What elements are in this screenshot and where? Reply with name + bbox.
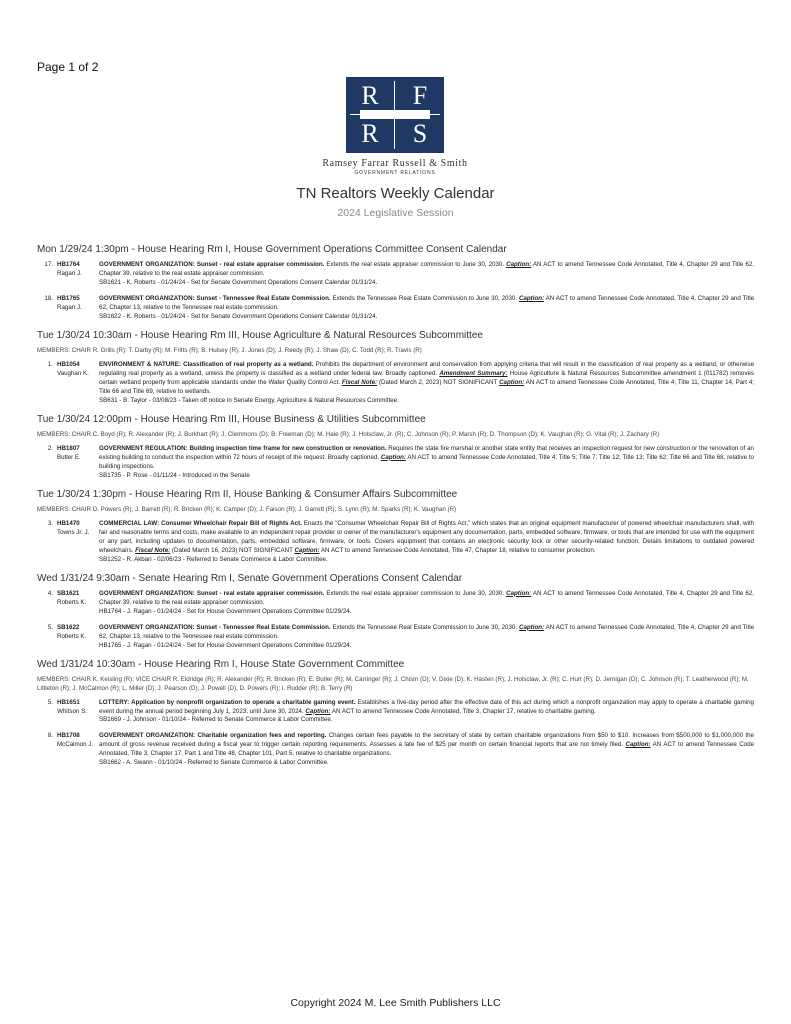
bill-caption: AN ACT to amend Tennessee Code Annotated, Title 47, Chapter 18, relative to consumer protection. xyxy=(319,546,596,554)
bill-subject: GOVERNMENT ORGANIZATION: Sunset - real estate appraiser commission. xyxy=(99,261,325,268)
bill-status: SB1662 - A. Swann - 01/10/24 - Referred to Senate Commerce & Labor Committee. xyxy=(99,759,329,767)
bill-item xyxy=(37,732,754,768)
fiscal-note: (Dated March 2, 2023) NOT SIGNIFICANT xyxy=(377,378,500,386)
bill-id-block xyxy=(57,361,99,406)
fiscal-note-label: Fiscal Note: xyxy=(135,546,171,554)
bill-subject: LOTTERY: Application by nonprofit organization to operate a charitable gaming event. xyxy=(99,698,356,706)
bill-number: HB1470 xyxy=(57,519,80,527)
bill-description xyxy=(99,520,754,565)
bill-item xyxy=(37,624,754,651)
bill-summary: Establishes a five-day period after the effective date of this act during which a nonprofit organization may apply to operate a charitable gaming event during the annual period beginning July 1, 2023, until June 30, 2024. xyxy=(99,698,754,715)
bill-item xyxy=(37,590,754,617)
bill-id-block xyxy=(57,590,99,617)
bill-sponsor: McCalmon J. xyxy=(57,741,94,749)
logo-letter: S xyxy=(412,119,428,148)
bill-summary: Extends the real estate appraiser commission to June 30, 2030. xyxy=(324,589,507,597)
bill-sponsor: Towns Jr. J. xyxy=(57,528,90,536)
bill-sponsor: Roberts K. xyxy=(57,598,87,606)
amendment-summary-label: Amendment Summary: xyxy=(439,369,508,377)
page-number: Page 1 of 2 xyxy=(37,60,99,74)
item-number: 8. xyxy=(47,732,53,740)
item-number: 1. xyxy=(47,360,53,368)
bill-subject: GOVERNMENT ORGANIZATION: Sunset - real estate appraiser commission. xyxy=(99,589,325,597)
item-number: 4. xyxy=(47,589,53,597)
bill-summary: Enacts the "Consumer Wheelchair Repair Bill of Rights Act," which states that an original equipment manufacturer of powered wheelchair manufacturers shall, with fair and reasonable terms and costs, make available to an independent repair provider or owner of the manufacturer's equipment any documentation, parts, embedded software, firmware, or tools that are intended for use with the equipment or any part, including updates to documentation, parts, embedded software, firmware, or tools. Covers equipment that contains an electronic security lock or other security-related function. Details limitations to outdated powered wheelchairs. xyxy=(99,519,754,554)
bill-summary: Extends the Tennessee Real Estate Commission to June 30, 2030. xyxy=(330,294,519,302)
item-number: 17. xyxy=(44,261,53,268)
bill-status: SB1621 - K. Roberts - 01/24/24 - Set for Senate Government Operations Consent Calendar 01/31/24. xyxy=(99,278,378,286)
bill-id-block xyxy=(57,699,99,726)
bill-sponsor: Whitson S. xyxy=(57,707,87,715)
logo-letter: R xyxy=(361,119,379,148)
bill-subject: ENVIRONMENT & NATURE: Classification of real property as a wetland. xyxy=(99,360,314,368)
section-members: MEMBERS: CHAIR D. Powers (R); J. Barrett (R); R. Bricken (R); K. Camper (D); J. Faison (R); J. Garrett (R); S. Lynn (R); M. Sparks (R); K. Vaughan (R) xyxy=(37,505,457,513)
bill-id-block xyxy=(57,261,99,288)
caption-label: Caption: xyxy=(518,623,545,631)
bill-number: HB1807 xyxy=(57,444,80,452)
bill-number: HB1054 xyxy=(57,360,80,368)
bill-status: SB1622 - K. Roberts - 01/24/24 - Set for Senate Government Operations Consent Calendar 01/31/24. xyxy=(99,312,378,320)
item-number: 3. xyxy=(47,519,53,527)
caption-label: Caption: xyxy=(625,741,651,749)
section-header: Tue 1/30/24 12:00pm - House Hearing Rm III, House Business & Utilities Subcommittee xyxy=(37,413,426,425)
section-header: Tue 1/30/24 1:30pm - House Hearing Rm II, House Banking & Consumer Affairs Subcommittee xyxy=(37,488,458,500)
firm-logo xyxy=(346,77,444,153)
section-members: MEMBERS: CHAIR C. Boyd (R); R. Alexander (R); J. Burkhart (R); J. Clemmons (D); B. Freeman (D); M. Hale (R); J. Holsclaw, Jr. (R); C. Johnson (R); P. Marsh (R); D. Thompson (D); K. Vaughan (R); G. Vital (R); J. Zachary (R) xyxy=(37,430,660,438)
bill-number: SB1621 xyxy=(57,589,80,597)
section-header: Mon 1/29/24 1:30pm - House Hearing Rm I, House Government Operations Committee Consent Calendar xyxy=(37,244,507,255)
bill-status: SB1252 - R. Akbari - 02/06/23 - Referred to Senate Commerce & Labor Committee. xyxy=(99,555,328,563)
bill-summary: Requires the state fire marshal or another state entity that receives an inspection request for new construction or the renovation of an existing building to conduct the inspection within 72 hours of receipt of the request. Broadly captioned. xyxy=(99,444,754,461)
fiscal-note: (Dated March 16, 2023) NOT SIGNIFICANT xyxy=(170,546,295,554)
bill-item xyxy=(37,295,754,322)
caption-label: Caption: xyxy=(294,546,320,554)
bill-status: HB1765 - J. Ragan - 01/24/24 - Set for House Government Operations Committee 01/29/24. xyxy=(99,641,352,649)
bill-description xyxy=(99,624,754,651)
bill-summary: Extends the real estate appraiser commission to June 30, 2030. xyxy=(324,261,507,268)
item-number: 2. xyxy=(47,444,53,452)
footer-copyright: Copyright 2024 M. Lee Smith Publishers LLC xyxy=(290,997,501,1009)
caption-label: Caption: xyxy=(506,261,532,268)
bill-item xyxy=(37,699,754,726)
firm-name: Ramsey Farrar Russell & Smith xyxy=(322,158,468,169)
amendment-summary: House Agriculture & Natural Resources Subcommittee amendment 1 (011782) removes certain wetland property from applicable standards under the Water Quality Control Act. xyxy=(99,369,754,386)
bill-sponsor: Vaughan K. xyxy=(57,369,89,377)
bill-id-block xyxy=(57,520,99,565)
item-number: 5. xyxy=(47,698,53,706)
bill-subject: GOVERNMENT ORGANIZATION: Sunset - Tennessee Real Estate Commission. xyxy=(99,623,331,631)
bill-description xyxy=(99,732,754,768)
logo-letter: R xyxy=(361,81,379,110)
bill-item xyxy=(37,261,754,288)
bill-summary: Prohibits the department of environment and conservation from applying criteria that will result in the classification of real property as a wetland, or otherwise regulating real property as a wetland, unless the property is classified as a wetland under federal law. Broadly captioned. xyxy=(99,360,755,377)
logo-letter: F xyxy=(412,81,428,110)
bill-summary: Changes certain fees payable to the secretary of state by certain charitable organizations from $50 to $10. Increases from $500,000 to $1,000,000 the amount of gross revenue received during a fiscal year to trigger certain reporting requirements. Assesses a late fee of $25 per month on certain financial reports that are not timely filed. xyxy=(99,732,754,749)
section-header: Wed 1/31/24 10:30am - House Hearing Rm I, House State Government Committee xyxy=(37,658,405,670)
bill-id-block xyxy=(57,732,99,768)
page-title: TN Realtors Weekly Calendar xyxy=(296,185,495,202)
bill-caption: AN ACT to amend Tennessee Code Annotated, Title 3, Chapter 17, relative to charitable gaming. xyxy=(330,707,596,715)
bill-item xyxy=(37,520,754,565)
bill-number: SB1622 xyxy=(57,623,80,631)
bill-id-block xyxy=(57,624,99,651)
bill-number: HB1764 xyxy=(57,261,80,268)
bill-sponsor: Roberts K. xyxy=(57,632,87,640)
firm-subtitle: GOVERNMENT RELATIONS xyxy=(354,170,436,176)
bill-description xyxy=(99,590,754,617)
bill-description xyxy=(99,699,754,726)
caption-label: Caption: xyxy=(518,294,545,302)
tennessee-state-icon xyxy=(360,110,430,119)
section-members: MEMBERS: CHAIR K. Keisling (R); VICE CHAIR R. Eldridge (R); R. Alexander (R); R. Bricken (R); E. Butler (R); M. Carringer (R); J. Chism (D); V. Dixie (D); K. Hasten (R); J. Holsclaw, Jr. (R); C. Hurt (R); D. Jernigan (D); C. Johnson (R); T. Leatherwood (R); M. Littleton (R); J. McCalmon (R); L. Miller (D); J. Pearson (D); J. Powell (D); D. Powers (R); I. Rudder (R); B. Terry (R) xyxy=(37,675,749,692)
bill-status: SB631 - B. Taylor - 03/08/23 - Taken off notice in Senate Energy, Agriculture & Natural Resources Committee. xyxy=(99,396,399,404)
item-number: 5. xyxy=(47,623,53,631)
bill-status: SB1735 - P. Rose - 01/11/24 - Introduced in the Senate xyxy=(99,471,250,479)
bill-caption: AN ACT to amend Tennessee Code Annotated, Title 4, Chapter 29 and Title 62, Chapter 39, relative to the real estate appraiser commission. xyxy=(99,589,754,606)
bill-caption: AN ACT to amend Tennessee Code Annotated, Title 4; Title 5; Title 7; Title 12; Title 13; Title 62; Title 66 and Title 68, relative to building inspections. xyxy=(99,453,754,470)
caption-label: Caption: xyxy=(305,707,331,715)
bill-subject: GOVERNMENT ORGANIZATION: Charitable organization fees and reporting. xyxy=(99,732,327,740)
bill-id-block xyxy=(57,295,99,322)
bill-item xyxy=(37,361,754,406)
bill-number: HB1708 xyxy=(57,732,80,740)
bill-description xyxy=(99,261,754,288)
section-header: Tue 1/30/24 10:30am - House Hearing Rm III, House Agriculture & Natural Resources Subcommittee xyxy=(37,329,483,341)
bill-caption: AN ACT to amend Tennessee Code Annotated, Title 4, Chapter 29 and Title 62, Chapter 13, relative to the Tennessee real estate commission. xyxy=(99,294,755,311)
bill-item xyxy=(37,445,754,481)
calendar-content xyxy=(37,236,754,775)
bill-sponsor: Ragan J. xyxy=(57,303,82,311)
bill-status: HB1764 - J. Ragan - 01/24/24 - Set for House Government Operations Committee 01/29/24. xyxy=(99,607,352,615)
section-header: Wed 1/31/24 9:30am - Senate Hearing Rm I, Senate Government Operations Consent Calendar xyxy=(37,572,463,584)
bill-caption: AN ACT to amend Tennessee Code Annotated, Title 4, Chapter 29 and Title 62, Chapter 39, relative to the real estate appraiser commission. xyxy=(99,261,754,277)
bill-number: HB1765 xyxy=(57,294,80,302)
bill-subject: GOVERNMENT ORGANIZATION: Sunset - Tennessee Real Estate Commission. xyxy=(99,294,331,302)
bill-caption: AN ACT to amend Tennessee Code Annotated, Title 3, Chapter 17, Part 1 and Title 48, Chapter 101, Part 5, relative to charitable organizations. xyxy=(99,741,754,758)
bill-status: SB1669 - J. Johnson - 01/10/24 - Referred to Senate Commerce & Labor Committee. xyxy=(99,716,333,724)
page-subtitle: 2024 Legislative Session xyxy=(337,207,454,219)
bill-sponsor: Butler E. xyxy=(57,453,81,461)
bill-description xyxy=(99,295,754,322)
fiscal-note-label: Fiscal Note: xyxy=(341,378,378,386)
bill-subject: GOVERNMENT REGULATION: Building inspection time frame for new construction or renovation. xyxy=(99,444,387,452)
bill-id-block xyxy=(57,445,99,481)
bill-caption: AN ACT to amend Tennessee Code Annotated, Title 4; Title 11, Chapter 14, Part 4; Title 66 and Title 69, relative to wetlands. xyxy=(99,378,755,395)
bill-subject: COMMERCIAL LAW: Consumer Wheelchair Repair Bill of Rights Act. xyxy=(99,519,302,527)
bill-summary: Extends the Tennessee Real Estate Commission to June 30, 2030. xyxy=(330,623,519,631)
bill-description xyxy=(99,361,754,406)
bill-number: HB1651 xyxy=(57,698,80,706)
caption-label: Caption: xyxy=(380,453,406,461)
section-members: MEMBERS: CHAIR R. Grills (R); T. Darby (R); M. Fritts (R); B. Hulsey (R); J. Jones (D); J. Reedy (R); J. Shaw (D); C. Todd (R); R. Travis (R) xyxy=(37,346,422,354)
caption-label: Caption: xyxy=(506,589,532,597)
item-number: 18. xyxy=(44,294,53,302)
bill-caption: AN ACT to amend Tennessee Code Annotated, Title 4, Chapter 29 and Title 62, Chapter 13, relative to the Tennessee real estate commission. xyxy=(99,623,755,640)
bill-sponsor: Ragan J. xyxy=(57,269,82,277)
caption-label: Caption: xyxy=(499,378,525,386)
bill-description xyxy=(99,445,754,481)
